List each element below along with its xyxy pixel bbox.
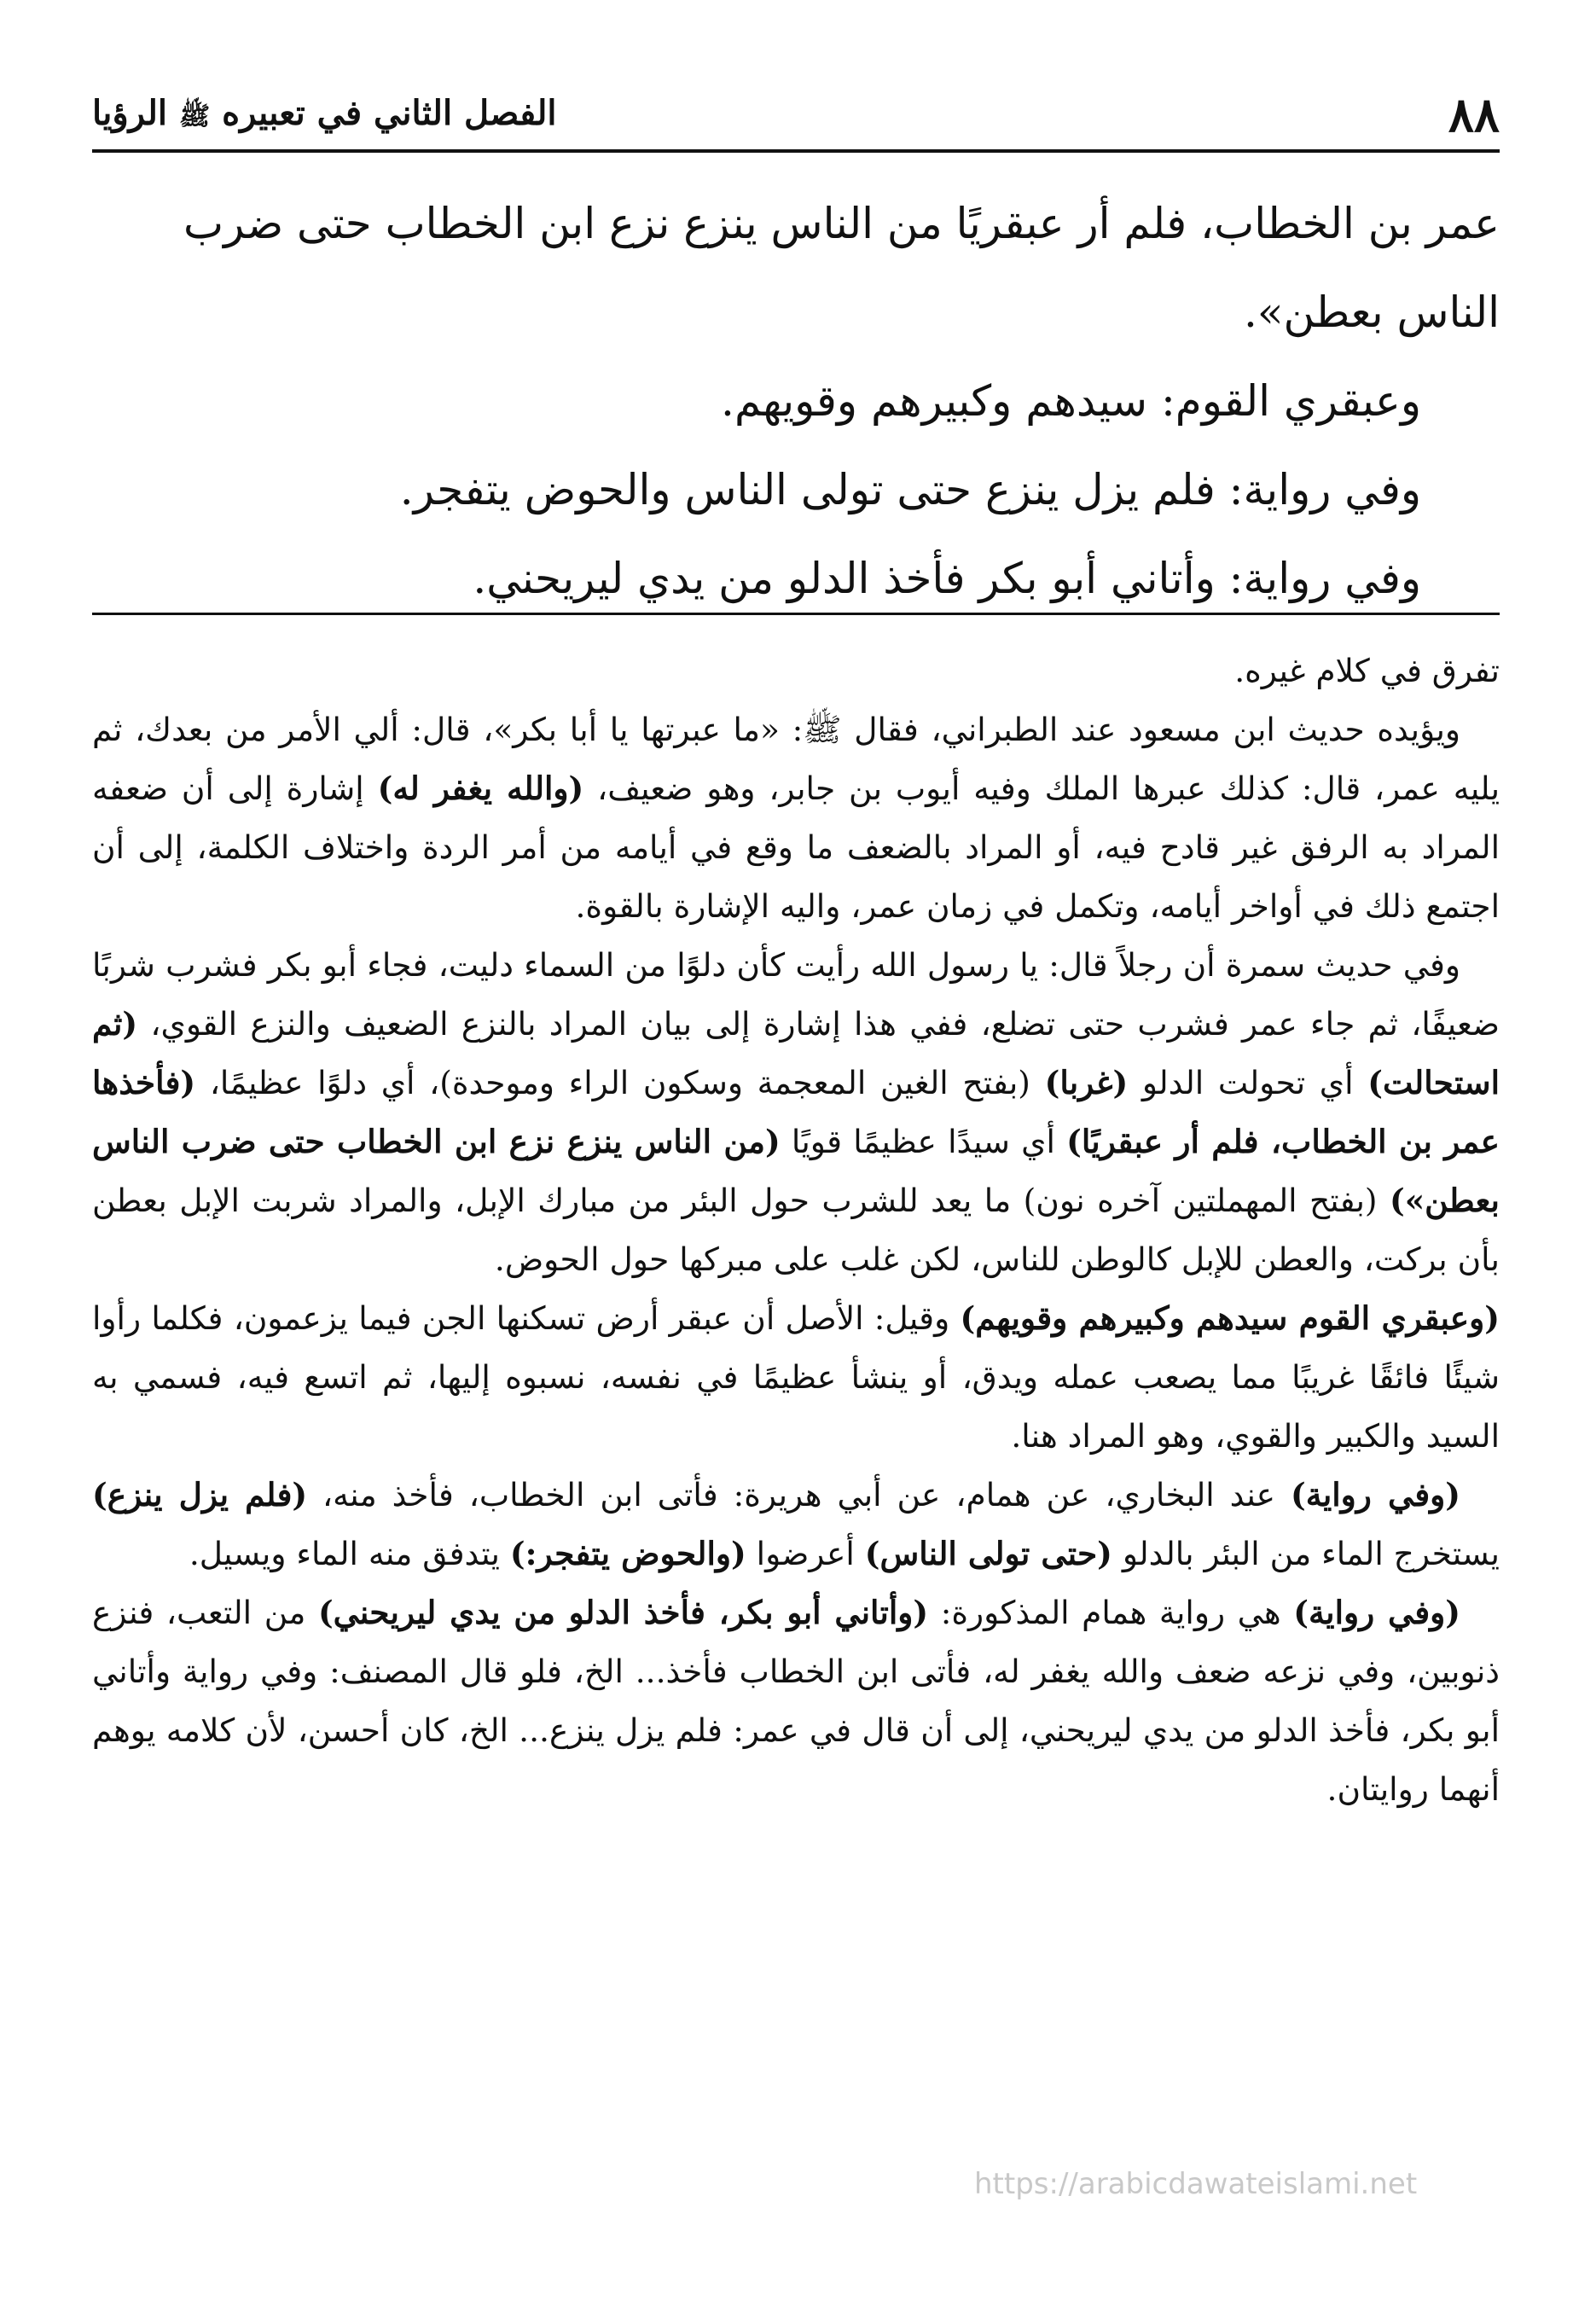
commentary-text: تفرق في كلام غيره. — [1234, 652, 1500, 689]
commentary-paragraph — [92, 642, 1500, 700]
commentary-quote: (وفي رواية) — [1293, 1594, 1460, 1631]
commentary-quote: (فأخذها عمر بن الخطاب، فلم أر عبقريًا) — [92, 1064, 1500, 1160]
commentary-paragraph — [92, 1466, 1500, 1583]
commentary-quote: (وأتاني أبو بكر، فأخذ الدلو من يدي ليريحني) — [317, 1594, 929, 1631]
commentary-paragraph — [92, 700, 1500, 936]
commentary-text: وفي حديث سمرة أن رجلاً قال: يا رسول الله رأيت كأن دلوًا من السماء دليت، فجاء أبو بكر فشرب شربًا ضعيفًا، ثم جاء عمر فشرب حتى تضلع، ففي هذا إشارة إلى بيان المراد بالنزع الضعيف والنزع القوي، — [92, 946, 1500, 1043]
honorific-glyph: ﷺ — [178, 102, 211, 131]
commentary-text: من التعب، فنزع ذنوبين، وفي نزعه ضعف والله يغفر له، فأتى ابن الخطاب فأخذ... الخ، فلو قال المصنف: وفي رواية وأتاني أبو بكر، فأخذ الدلو من يدي ليريحني، إلى أن قال في عمر: فلم يزل ينزع... الخ، كان أحسن، لأن كلامه يوهم أنهما روايتان. — [92, 1594, 1500, 1808]
section-divider — [92, 613, 1500, 615]
commentary-text: إشارة إلى أن ضعفه المراد به الرفق غير قادح فيه، أو المراد بالضعف ما وقع في أيامه من أمر الردة واختلاف الكلمة، إلى أن اجتمع ذلك في أواخر أيامه، وتكمل في زمان عمر، واليه الإشارة بالقوة. — [92, 770, 1500, 925]
commentary-quote: (وعبقري القوم سيدهم وكبيرهم وقويهم) — [960, 1299, 1500, 1337]
commentary-quote: (والله يغفر له) — [377, 770, 584, 807]
commentary-text: وقيل: الأصل أن عبقر أرض تسكنها الجن فيما يزعمون، فكلما رأوا شيئًا فائقًا غريبًا مما يصعب عمله ويدق، أو ينشأ عظيمًا في نفسه، نسبوه إليها، ثم اتسع فيه، فسمي به السيد والكبير والقوي، وهو المراد هنا. — [92, 1299, 1500, 1455]
commentary — [92, 642, 1500, 1819]
commentary-text: أعرضوا — [746, 1535, 865, 1572]
commentary-text: يتدفق منه الماء ويسيل. — [189, 1535, 510, 1572]
commentary-text: يستخرج الماء من البئر بالدلو — [1112, 1535, 1500, 1572]
main-line: الناس بعطن». — [1244, 288, 1500, 337]
book-page — [92, 0, 1500, 2324]
running-title — [92, 93, 557, 137]
commentary-text: عند البخاري، عن همام، عن أبي هريرة: فأتى ابن الخطاب، فأخذ منه، — [307, 1476, 1291, 1514]
commentary-paragraph — [92, 1583, 1500, 1819]
watermark-url: https://arabicdawateislami.net — [974, 2167, 1418, 2201]
commentary-quote: (وفي رواية) — [1290, 1476, 1460, 1514]
main-paragraph: وعبقري القوم: سيدهم وكبيرهم وقويهم. — [721, 376, 1421, 426]
commentary-text: هي رواية همام المذكورة: — [928, 1594, 1294, 1631]
main-paragraph: وفي رواية: وأتاني أبو بكر فأخذ الدلو من يدي ليريحني. — [473, 554, 1421, 603]
running-title-start: الفصل الثاني في تعبيره — [222, 93, 557, 133]
running-title-end: الرؤيا — [92, 93, 168, 133]
commentary-text: أي سيدًا عظيمًا قويًا — [780, 1123, 1067, 1160]
commentary-quote: (فلم يزل ينزع) — [92, 1476, 308, 1514]
commentary-paragraph — [92, 936, 1500, 1289]
commentary-text: أي تحولت الدلو — [1128, 1064, 1368, 1101]
page-number: ٨٨ — [1448, 87, 1500, 143]
commentary-quote: (ثم استحالت) — [92, 1005, 1500, 1101]
commentary-quote: (غربا) — [1044, 1064, 1129, 1101]
main-text — [92, 179, 1500, 623]
main-line: عمر بن الخطاب، فلم أر عبقريًا من الناس ينزع نزع ابن الخطاب حتى ضرب — [183, 199, 1500, 248]
page-header — [92, 81, 1500, 153]
commentary-quote: (حتى تولى الناس) — [864, 1535, 1112, 1572]
main-paragraph: وفي رواية: فلم يزل ينزع حتى تولى الناس والحوض يتفجر. — [399, 465, 1421, 514]
commentary-quote: (من الناس ينزع نزع ابن الخطاب حتى ضرب الناس بعطن») — [92, 1123, 1500, 1219]
commentary-quote: (والحوض يتفجر:) — [509, 1535, 746, 1572]
commentary-text: (بفتح المهملتين آخره نون) ما يعد للشرب حول البئر من مبارك الإبل، والمراد شربت الإبل بعطن بأن بركت، والعطن للإبل كالوطن للناس، لكن غلب على مبركها حول الحوض. — [92, 1182, 1500, 1278]
commentary-text: (بفتح الغين المعجمة وسكون الراء وموحدة)، أي دلوًا عظيمًا، — [195, 1064, 1045, 1101]
commentary-text: ويؤيده حديث ابن مسعود عند الطبراني، فقال ﷺ: «ما عبرتها يا أبا بكر»، قال: ألي الأمر من بعدك، ثم يليه عمر، قال: كذلك عبرها الملك وفيه أيوب بن جابر، وهو ضعيف، — [92, 711, 1500, 807]
commentary-paragraph — [92, 1289, 1500, 1466]
